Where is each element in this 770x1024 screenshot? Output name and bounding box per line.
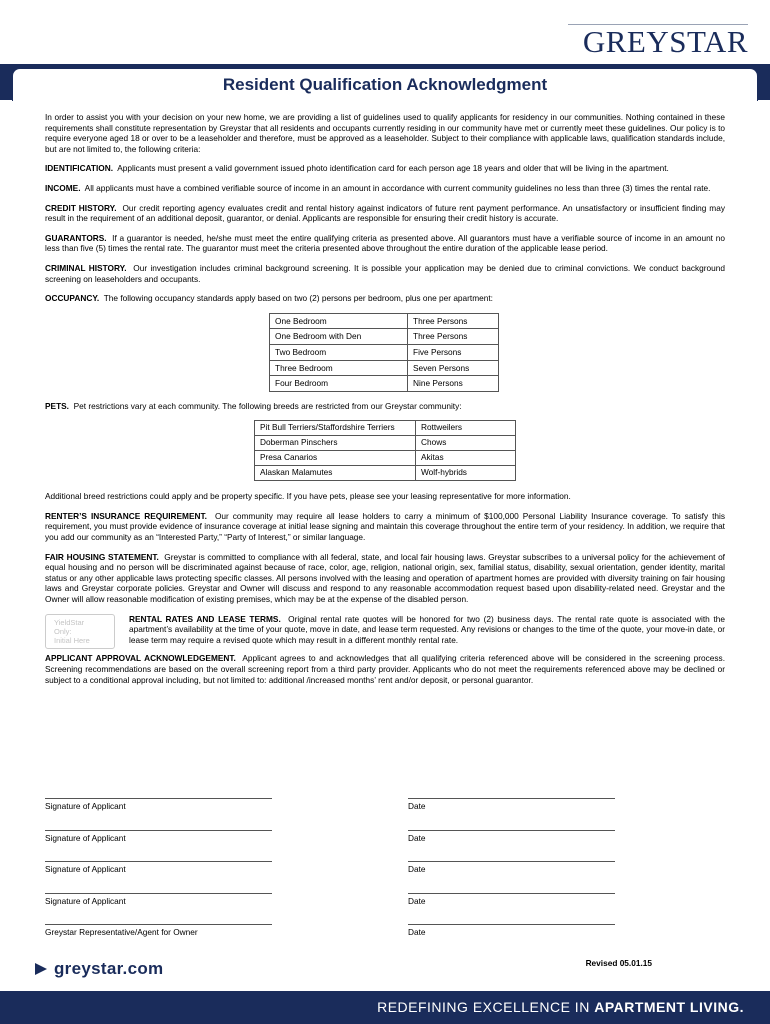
insurance-heading: RENTER’S INSURANCE REQUIREMENT. [45,510,207,521]
income-section [45,183,725,194]
signature-row[interactable] [45,924,615,938]
criminal-section [45,263,725,284]
table-cell: Akitas [416,451,516,466]
income-text: All applicants must have a combined verifiable source of income in an amount in accordance with current community guidelines no less than three (3) times the rental rate. [84,182,711,193]
tagline-prefix: REDEFINING EXCELLENCE IN [377,999,595,1015]
table-cell: Nine Persons [408,376,499,392]
approval-heading: APPLICANT APPROVAL ACKNOWLEDGEMENT. [45,653,236,664]
document-body [45,112,725,694]
signature-line[interactable] [45,924,272,925]
rental-rates-section [129,614,725,646]
guarantors-heading: GUARANTORS. [45,232,107,243]
guarantors-section [45,233,725,254]
table-row [270,344,499,360]
table-cell: Alaskan Malamutes [255,466,416,481]
date-label: Date [408,864,426,874]
criminal-heading: CRIMINAL HISTORY. [45,262,127,273]
table-row [270,376,499,392]
table-row [255,466,516,481]
initial-here-field[interactable] [45,614,115,649]
date-label: Date [408,801,426,811]
insurance-text: Our community may require all lease holders to carry a minimum of $100,000 Personal Liability Insurance coverage. To satisfy this requirement, you must provide evidence of insurance coverage at initial lease signing and maintain this coverage throughout the entire term of your residency. In addition, we require that you add our community as an “Interested Party,” “Party of Interest,” or similar language. [45,510,725,543]
date-label: Date [408,833,426,843]
signature-line[interactable] [45,798,272,799]
date-line[interactable] [408,861,615,862]
representative-label: Greystar Representative/Agent for Owner [45,927,198,937]
date-line[interactable] [408,830,615,831]
credit-text: Our credit reporting agency evaluates credit and rental history against indicators of future rent payment performance. An unsatisfactory or insufficient finding may result in the requirement of an additional deposit, guarantor, or denial. Applicants are responsible for ensuring their credit history is accurate. [45,202,725,224]
fair-housing-heading: FAIR HOUSING STATEMENT. [45,551,159,562]
pets-table [254,420,516,481]
rental-rates-block [45,614,725,646]
tagline-bold: APARTMENT LIVING. [594,999,744,1015]
table-cell: Presa Canarios [255,451,416,466]
occupancy-heading: OCCUPANCY. [45,293,100,304]
signature-line[interactable] [45,893,272,894]
occupancy-text: The following occupancy standards apply based on two (2) persons per bedroom, plus one per apartment: [103,293,493,304]
rental-rates-heading: RENTAL RATES AND LEASE TERMS. [129,613,281,624]
initial-box-line: Initial Here [54,635,90,645]
table-row [270,329,499,345]
criminal-text: Our investigation includes criminal background screening. It is possible your application may be denied due to criminal convictions. We conduct background screening on leaseholders and occupants. [45,262,725,284]
occupancy-table [269,313,499,392]
date-label: Date [408,896,426,906]
fair-housing-text: Greystar is committed to compliance with all federal, state, and local fair housing laws. Greystar subscribes to a universal policy for the achievement of equal housing and no person will be discriminated against because of race, color, age, religion, national origin, sex, familial status, disability, sexual orientation, gender identity, marital status or any other applicable laws protecting specific classes. All persons involved with the leasing and operation of apartment homes are provided with diversity training on fair housing laws and Greystar corporate policies. Greystar and Owner will discuss and respond to any reasonable accommodation request based upon disability-related need. Greystar and the Owner will allow reasonable modification of existing premises, which may be at the expense of the disabled person. [45,551,725,605]
guarantors-text: If a guarantor is needed, he/she must meet the entire qualifying criteria as presented above. All guarantors must have a verifiable source of income in an amount no less than five (5) times the rental rate. The guarantor must meet the criteria presented above throughout the entire duration of the applicable lease period. [45,232,725,254]
signature-row[interactable] [45,861,615,875]
table-cell: One Bedroom [270,313,408,329]
signature-label: Signature of Applicant [45,896,126,906]
table-cell: Seven Persons [408,360,499,376]
date-line[interactable] [408,893,615,894]
identification-section [45,163,725,174]
tagline [377,999,744,1015]
table-cell: Pit Bull Terriers/Staffordshire Terriers [255,421,416,436]
table-cell: Three Persons [408,329,499,345]
footer-bar [0,991,770,1024]
table-cell: Rottweilers [416,421,516,436]
income-heading: INCOME. [45,182,81,193]
breed-note: Additional breed restrictions could apply and be property specific. If you have pets, please see your leasing representative for more information. [45,491,571,502]
signature-label: Signature of Applicant [45,833,126,843]
date-line[interactable] [408,924,615,925]
identification-heading: IDENTIFICATION. [45,163,114,174]
signature-row[interactable] [45,830,615,844]
table-row [270,313,499,329]
pets-heading: PETS. [45,400,69,411]
credit-section [45,203,725,224]
date-line[interactable] [408,798,615,799]
credit-heading: CREDIT HISTORY. [45,202,117,213]
page-title: Resident Qualification Acknowledgment [222,75,548,94]
signature-row[interactable] [45,893,615,907]
signature-line[interactable] [45,830,272,831]
table-cell: Doberman Pinschers [255,436,416,451]
pets-section [45,401,725,412]
title-card [12,68,758,101]
table-cell: One Bedroom with Den [270,329,408,345]
intro-paragraph: In order to assist you with your decision on your new home, we are providing a list of guidelines used to qualify applicants for residency in our communities. Nothing contained in these requirements shall constitute representation by Greystar that all residents and occupants currently residing in our community have met or currently meet these guidelines. Our policy is to require everyone aged 18 or over to be a leaseholder and therefore, must be approved as a leaseholder. Subject to their compliance with applicable laws, qualification standards include, but are not limited to, the following criteria: [45,112,725,154]
arrow-icon [34,962,48,976]
revision-date: Revised 05.01.15 [585,958,652,968]
signature-line[interactable] [45,861,272,862]
logo-text: GREYSTAR [582,24,748,59]
table-cell: Three Bedroom [270,360,408,376]
insurance-section [45,511,725,543]
identification-text: Applicants must present a valid government issued photo identification card for each person age 18 years and older that will be living in the apartment. [117,163,669,174]
approval-text: Applicant agrees to and acknowledges that all qualifying criteria referenced above will be considered in the screening process. Screening recommendations are based on the overall screening report from a third party provider. Applicants who do not meet the requirements referenced above may be declined or subject to a conditional approval including, but not limited to: additional /increased months’ rent and/or deposit, or personal guarantor. [45,653,725,685]
pets-text: Pet restrictions vary at each community. The following breeds are restricted from our Greystar community: [73,400,462,411]
initial-box-line: YieldStar [54,617,85,627]
table-cell: Two Bedroom [270,344,408,360]
table-row [255,436,516,451]
initial-box-line: Only: [54,626,72,636]
table-cell: Three Persons [408,313,499,329]
website-text: greystar.com [54,959,164,978]
table-cell: Wolf-hybrids [416,466,516,481]
signature-row[interactable] [45,798,615,812]
rental-rates-text: Original rental rate quotes will be honored for two (2) business days. The rental rate quote is associated with the apartment’s availability at the time of your quote, move in date, and lease term requested. Any revisions or changes to the time of the quote, your move-in date, or lease term may require a revised quote which may result in a different monthly rental rate. [129,613,725,645]
approval-section [45,653,725,685]
website-link[interactable] [34,959,163,979]
greystar-logo [568,24,748,57]
table-cell: Five Persons [408,344,499,360]
table-row [270,360,499,376]
fair-housing-section [45,552,725,605]
table-cell: Chows [416,436,516,451]
signature-label: Signature of Applicant [45,864,126,874]
date-label: Date [408,927,426,937]
table-row [255,451,516,466]
signature-label: Signature of Applicant [45,801,126,811]
occupancy-section [45,293,725,304]
table-cell: Four Bedroom [270,376,408,392]
table-row [255,421,516,436]
